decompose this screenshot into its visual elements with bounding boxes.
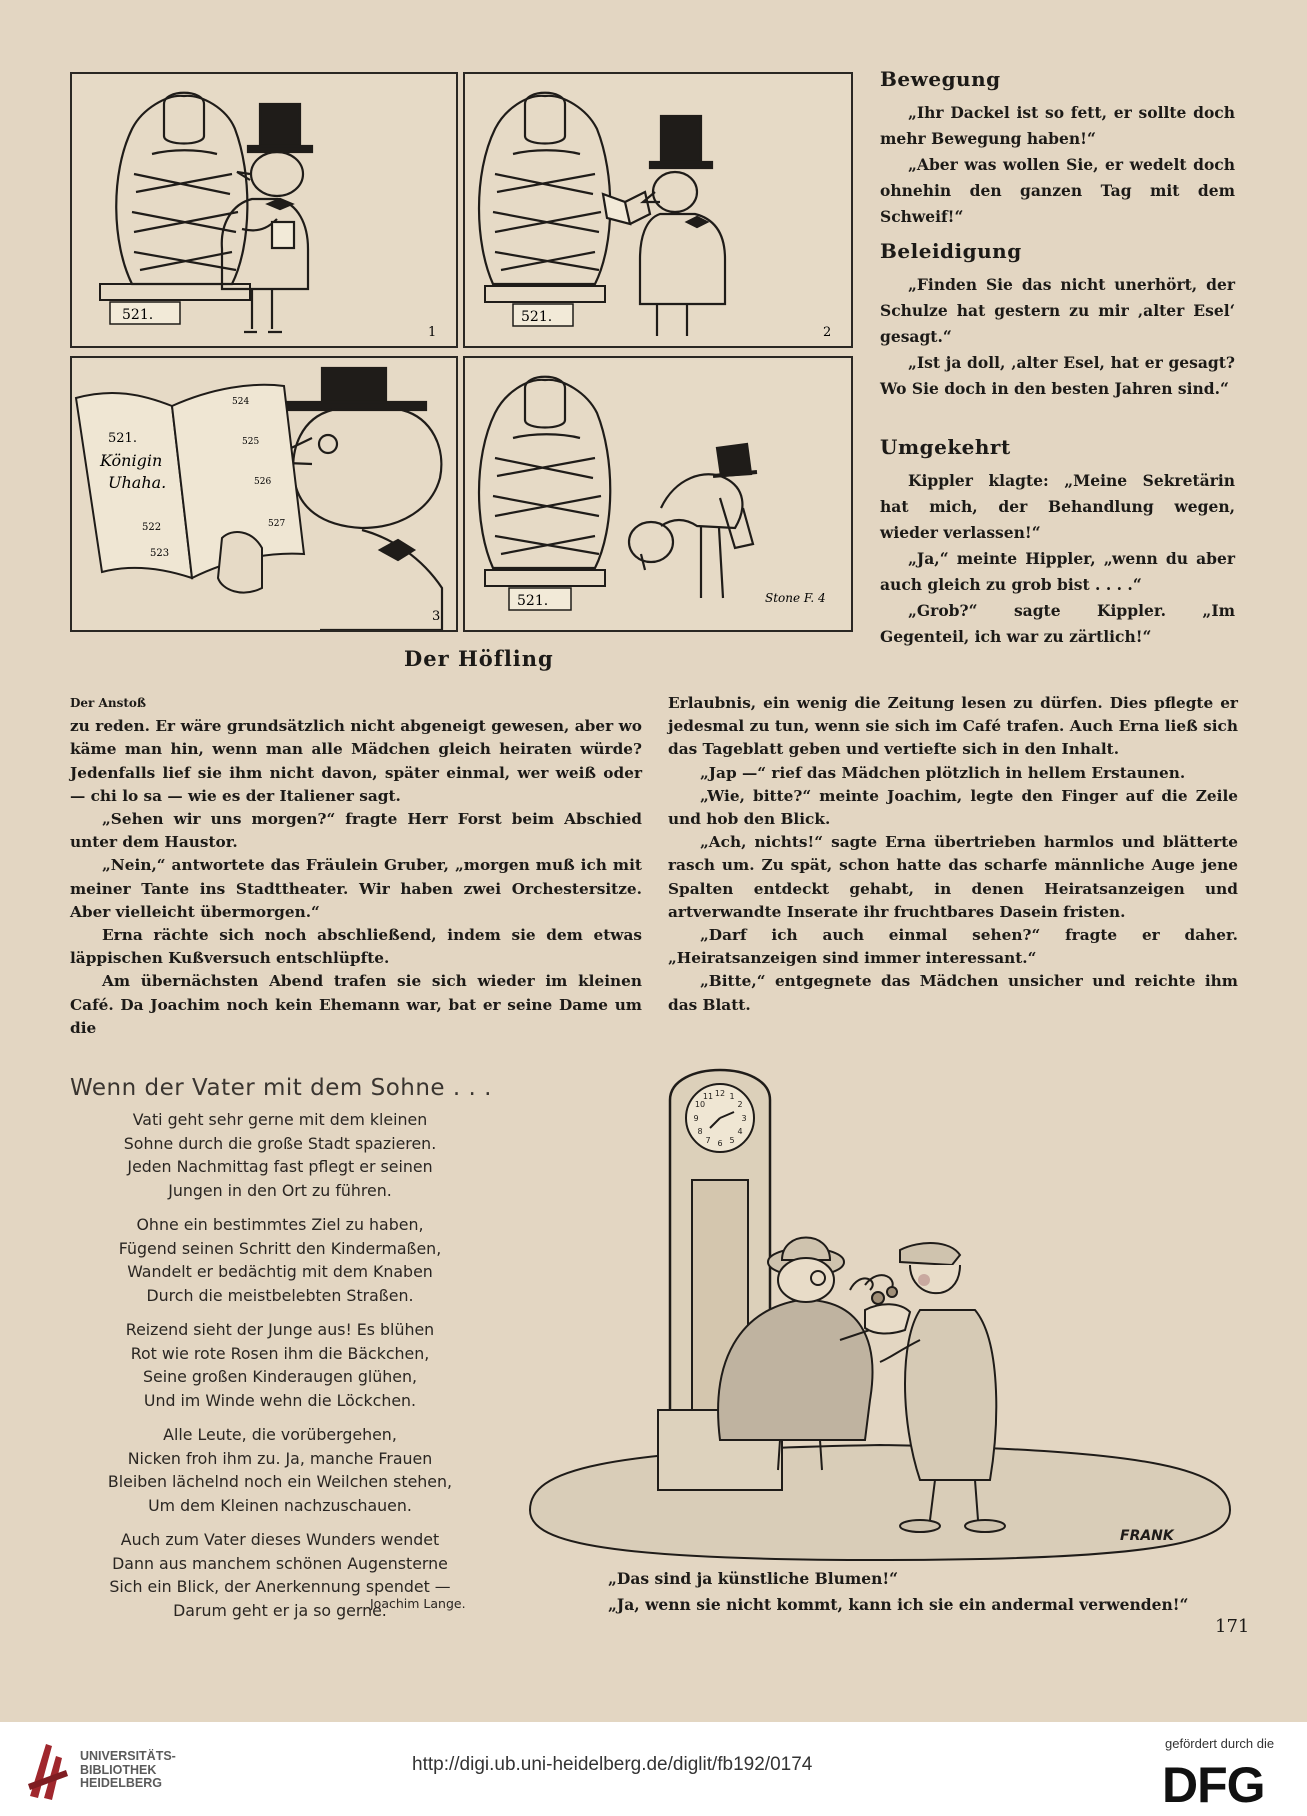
poem-stanza <box>80 1318 480 1412</box>
catalogue-line: 525 <box>242 437 260 447</box>
poem-line: Um dem Kleinen nachzuschauen. <box>148 1495 412 1515</box>
artist-signature: Stone F. 4 <box>765 591 826 605</box>
funded-by-label: gefördert durch die <box>1165 1736 1275 1751</box>
svg-text:8: 8 <box>697 1127 703 1136</box>
hand <box>218 532 262 593</box>
poem-stanza <box>80 1423 480 1517</box>
poem-line: Ohne ein bestimmtes Ziel zu haben, <box>136 1215 424 1234</box>
poem-stanza <box>80 1108 480 1202</box>
poem-body <box>80 1108 480 1633</box>
story-column-left <box>70 692 642 1040</box>
poem-line: Vati geht sehr gerne mit dem kleinen <box>132 1110 428 1129</box>
university-logo-icon <box>26 1740 70 1800</box>
poem-line: Jeden Nachmittag fast pflegt er seinen <box>127 1157 433 1176</box>
mummy-sarcophagus <box>479 93 610 284</box>
cartoon-caption <box>608 1566 1188 1618</box>
page-number: 171 <box>1215 1616 1250 1637</box>
mummy-sarcophagus <box>116 93 247 284</box>
exhibit-tag-label: 521. <box>521 309 553 325</box>
cartoon-caption-line: „Das sind ja künstliche Blumen!“ <box>608 1569 899 1588</box>
joke-title: Beleidigung <box>880 239 1022 263</box>
university-name-line: BIBLIOTHEK <box>80 1762 157 1777</box>
courtier-bowing <box>629 444 757 598</box>
joke-title: Bewegung <box>880 67 1001 91</box>
catalogue-number: 521. <box>108 431 137 446</box>
joke-title: Umgekehrt <box>880 435 1011 459</box>
poem-line: Rot wie rote Rosen ihm die Bäckchen, <box>130 1343 430 1363</box>
svg-text:9: 9 <box>693 1114 699 1123</box>
poem-title: Wenn der Vater mit dem Sohne . . . <box>70 1075 492 1101</box>
comic-panel-1 <box>70 72 458 348</box>
mummy-sarcophagus <box>479 377 610 568</box>
poem-line: Dann aus manchem schönen Augensterne <box>112 1553 448 1573</box>
cartoon-signature: FRANK <box>1120 1528 1174 1544</box>
open-catalogue-book <box>76 385 304 578</box>
university-name-line: UNIVERSITÄTS- <box>80 1749 176 1763</box>
story-paragraph: „Wie, bitte?“ meinte Joachim, legte den Finger auf die Zeile und hob den Blick. <box>668 786 1238 829</box>
university-name <box>80 1750 176 1791</box>
story-paragraph: zu reden. Er wäre grundsätzlich nicht abgeneigt gewesen, aber wo käme man hin, wenn man alle Mädchen gleich heiraten würde? Jedenfalls lief sie ihm nicht davon, später einmal, wer weiß oder — chi lo sa — wie es der Italiener sagt. <box>70 717 642 805</box>
joke-paragraph: „Ist ja doll, ‚alter Esel, hat er gesagt? Wo Sie doch in den besten Jahren sind.“ <box>880 353 1235 398</box>
clock-cartoon <box>520 1040 1240 1565</box>
story-paragraph: Am übernächsten Abend trafen sie sich wieder im kleinen Café. Da Joachim noch kein Ehemann war, bat er seine Dame um die <box>70 972 642 1037</box>
story-paragraph: „Bitte,“ entgegnete das Mädchen unsicher und reichte ihm das Blatt. <box>668 972 1238 1014</box>
exhibit-tag-label: 521. <box>517 593 549 609</box>
story-paragraph: „Ach, nichts!“ sagte Erna übertrieben harmlos und blätterte rasch um. Zu spät, schon hatte das scharfe männliche Auge jene Spalten entdeckt gehabt, in denen Heiratsanzeigen und artverwandte Inserate ihr fruchtbares Dasein fristen. <box>668 833 1238 921</box>
cartoon-caption-line: „Ja, wenn sie nicht kommt, kann ich sie ein andermal verwenden!“ <box>608 1595 1189 1614</box>
panel-number-2: 2 <box>823 325 832 340</box>
story-paragraph: Erna rächte sich noch abschließend, indem sie dem etwas läppischen Kußversuch entschlüpfte. <box>70 926 642 968</box>
catalogue-line: 523 <box>150 548 170 559</box>
story-paragraph: „Jap —“ rief das Mädchen plötzlich in hellem Erstaunen. <box>700 763 1186 782</box>
svg-text:10: 10 <box>694 1100 706 1109</box>
joke-umgekehrt <box>880 434 1235 650</box>
poem-line: Durch die meistbelebten Straßen. <box>146 1285 414 1305</box>
svg-text:3: 3 <box>741 1114 747 1123</box>
poem-line: Bleiben lächelnd noch ein Weilchen stehen, <box>107 1472 453 1491</box>
svg-text:6: 6 <box>717 1139 723 1148</box>
dfg-logo: DFG <box>1162 1757 1265 1813</box>
svg-text:1: 1 <box>729 1092 735 1101</box>
story-paragraph: „Nein,“ antwortete das Fräulein Gruber, „morgen muß ich mit meiner Tante ins Stadttheater. Wir haben zwei Orchestersitze. Aber vielleicht übermorgen.“ <box>70 856 642 921</box>
comic-panel-2 <box>463 72 853 348</box>
catalogue-entry-name: Königin <box>100 451 163 470</box>
poem-line: Wandelt er bedächtig mit dem Knaben <box>127 1262 433 1281</box>
svg-text:4: 4 <box>737 1127 743 1136</box>
joke-paragraph: „Ja,“ meinte Hippler, „wenn du aber auch gleich zu grob bist . . . .“ <box>880 549 1235 594</box>
poem-line: Sich ein Blick, der Anerkennung spendet — <box>109 1577 451 1596</box>
comic-panel-4 <box>463 356 853 632</box>
poem-stanza <box>80 1213 480 1307</box>
poem-line: Sohne durch die große Stadt spazieren. <box>123 1133 437 1153</box>
poem-line: Und im Winde wehn die Löckchen. <box>143 1390 417 1410</box>
joke-paragraph: „Finden Sie das nicht unerhört, der Schulze hat gestern zu mir ‚alter Esel‘ gesagt.“ <box>880 275 1235 346</box>
svg-text:7: 7 <box>705 1136 711 1145</box>
poem-line: Seine großen Kinderaugen glühen, <box>142 1367 418 1386</box>
svg-text:5: 5 <box>729 1136 735 1145</box>
poem-line: Jungen in den Ort zu führen. <box>168 1180 392 1200</box>
university-name-line: HEIDELBERG <box>80 1776 162 1790</box>
poem-line: Alle Leute, die vorübergehen, <box>163 1425 397 1444</box>
story-paragraph: „Darf ich auch einmal sehen?“ fragte er daher. „Heiratsanzeigen sind immer interessant.“ <box>668 926 1238 968</box>
poem-line: Darum geht er ja so gerne. <box>173 1600 387 1620</box>
poem-line: Auch zum Vater dieses Wunders wendet <box>120 1530 440 1549</box>
svg-text:11: 11 <box>702 1092 714 1101</box>
courtier-figure <box>222 104 312 332</box>
panel-number-1: 1 <box>428 325 437 340</box>
story-header: Der Anstoß <box>70 696 146 710</box>
catalogue-line: 522 <box>142 522 162 533</box>
catalogue-line: 527 <box>268 519 286 529</box>
catalogue-line: 526 <box>254 477 272 487</box>
svg-text:2: 2 <box>737 1100 743 1109</box>
joke-paragraph: „Aber was wollen Sie, er wedelt doch ohnehin den ganzen Tag mit dem Schweif!“ <box>880 155 1235 226</box>
poem-author: Joachim Lange. <box>370 1596 466 1611</box>
footer-bar <box>0 1722 1307 1816</box>
courtier-reading <box>603 116 725 336</box>
story-paragraph: „Sehen wir uns morgen?“ fragte Herr Forst beim Abschied unter dem Haustor. <box>70 810 642 852</box>
joke-paragraph: Kippler klagte: „Meine Sekretärin hat mich, der Behandlung wegen, wieder verlassen!“ <box>880 471 1235 542</box>
comic-title: Der Höfling <box>404 646 554 671</box>
panel-number-3: 3 <box>432 609 441 624</box>
comic-panel-3 <box>70 356 458 632</box>
joke-beleidigung <box>880 238 1235 402</box>
exhibit-tag-label: 521. <box>122 307 154 323</box>
svg-text:12: 12 <box>714 1089 726 1098</box>
catalogue-line: 524 <box>232 397 250 407</box>
poem-line: Nicken froh ihm zu. Ja, manche Frauen <box>127 1448 433 1468</box>
joke-paragraph: „Ihr Dackel ist so fett, er sollte doch mehr Bewegung haben!“ <box>880 103 1235 148</box>
poem-line: Fügend seinen Schritt den Kindermaßen, <box>118 1238 442 1258</box>
poem-line: Reizend sieht der Junge aus! Es blühen <box>125 1320 435 1339</box>
source-url-link[interactable]: http://digi.ub.uni-heidelberg.de/diglit/fb192/0174 <box>412 1754 813 1775</box>
joke-bewegung <box>880 66 1235 230</box>
story-paragraph: Erlaubnis, ein wenig die Zeitung lesen zu dürfen. Dies pflegte er jedesmal zu tun, wenn sie sich im Café trafen. Auch Erna ließ sich das Tageblatt geben und vertiefte sich in den Inhalt. <box>668 694 1238 759</box>
joke-paragraph: „Grob?“ sagte Kippler. „Im Gegenteil, ich war zu zärtlich!“ <box>880 601 1235 646</box>
catalogue-entry-name-2: Uhaha. <box>108 473 167 492</box>
story-column-right <box>668 692 1238 1017</box>
